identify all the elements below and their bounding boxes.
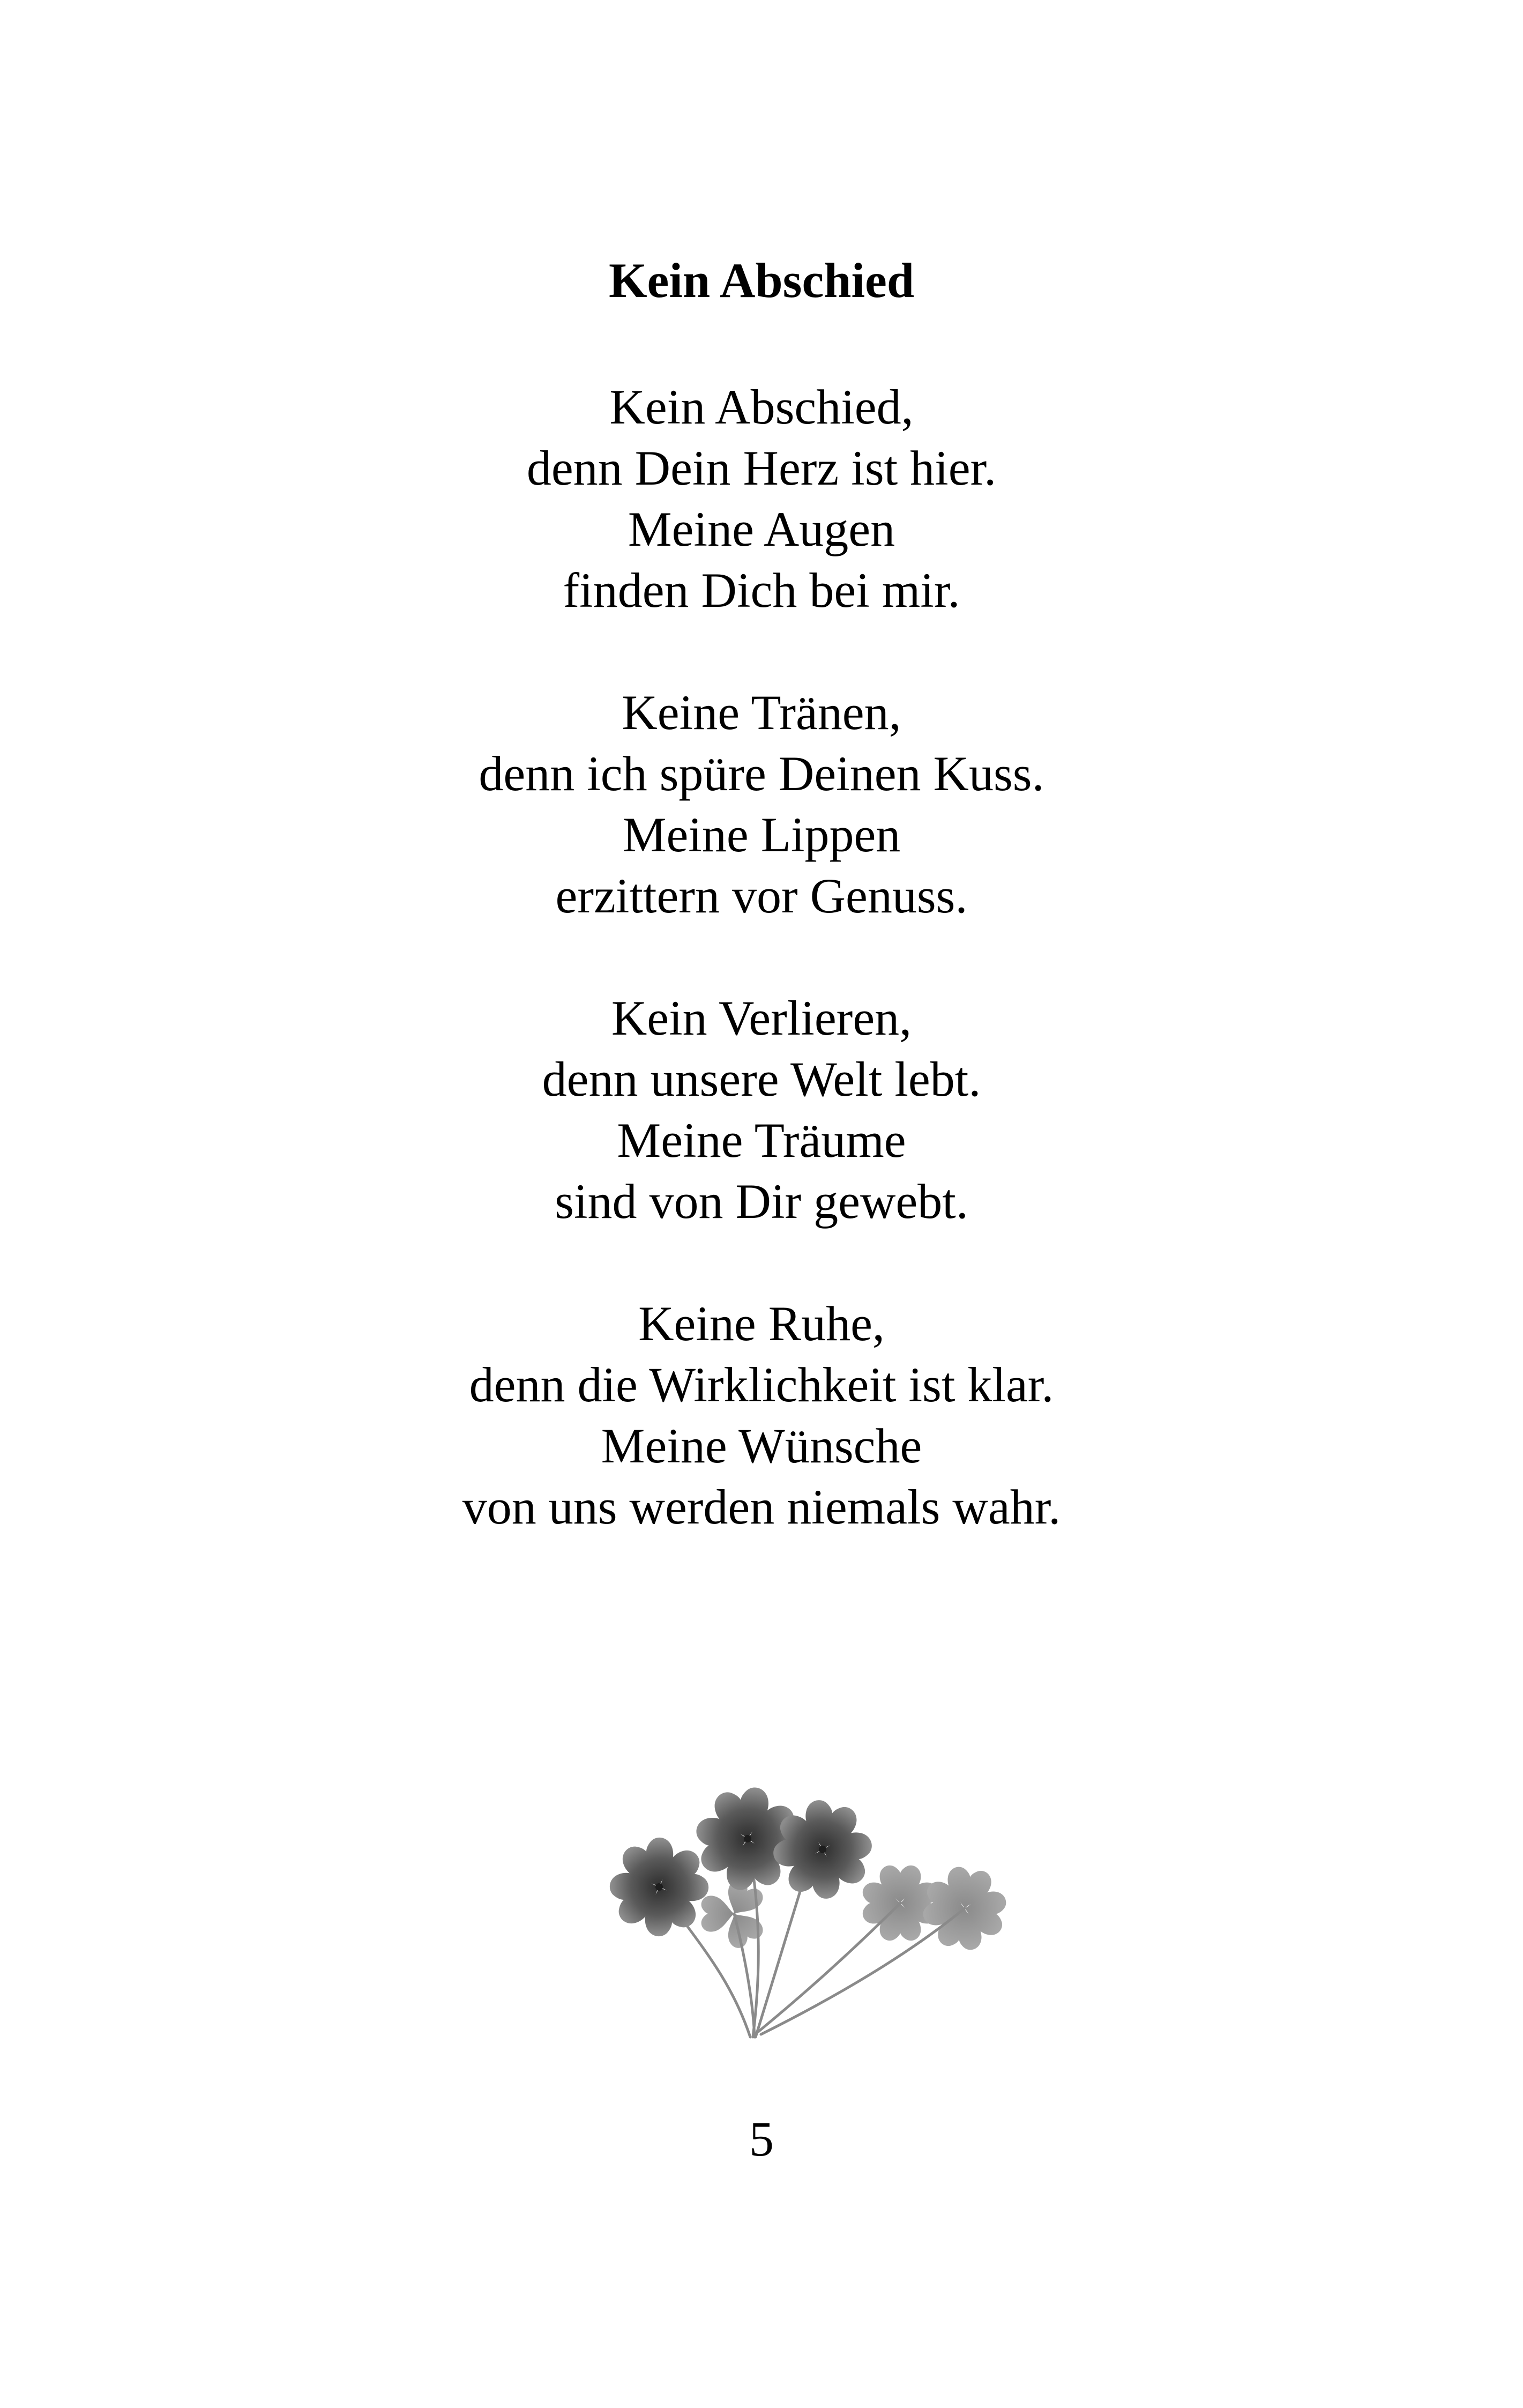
poem-line: denn unsere Welt lebt.	[542, 1052, 981, 1106]
poem-line: sind von Dir gewebt.	[555, 1174, 968, 1229]
poem-line: Kein Abschied,	[609, 380, 914, 434]
poem-line: finden Dich bei mir.	[563, 563, 960, 618]
poem-stanza-3	[0, 987, 1523, 1232]
poem-line: Meine Lippen	[622, 807, 901, 862]
poem-line: erzittern vor Genuss.	[555, 868, 968, 923]
poem-stanza-4	[0, 1293, 1523, 1537]
clover-bouquet-icon	[600, 1780, 1029, 2058]
poem-stanza-2	[0, 682, 1523, 926]
poem-title: Kein Abschied	[608, 253, 914, 308]
poem-line: Meine Wünsche	[601, 1418, 922, 1473]
poem-line: Meine Augen	[628, 502, 895, 556]
poem-line: von uns werden niemals wahr.	[462, 1480, 1061, 1534]
poem-stanza-1	[0, 376, 1523, 621]
poem-line: denn Dein Herz ist hier.	[526, 441, 997, 495]
poem-line: Kein Verlieren,	[611, 991, 912, 1045]
poem-line: denn die Wirklichkeit ist klar.	[469, 1357, 1054, 1412]
page-number: 5	[749, 2112, 774, 2166]
poem-line: Meine Träume	[617, 1113, 906, 1168]
poem-line: denn ich spüre Deinen Kuss.	[479, 746, 1044, 801]
poem-line: Keine Tränen,	[622, 685, 901, 740]
poem-line: Keine Ruhe,	[638, 1296, 885, 1351]
